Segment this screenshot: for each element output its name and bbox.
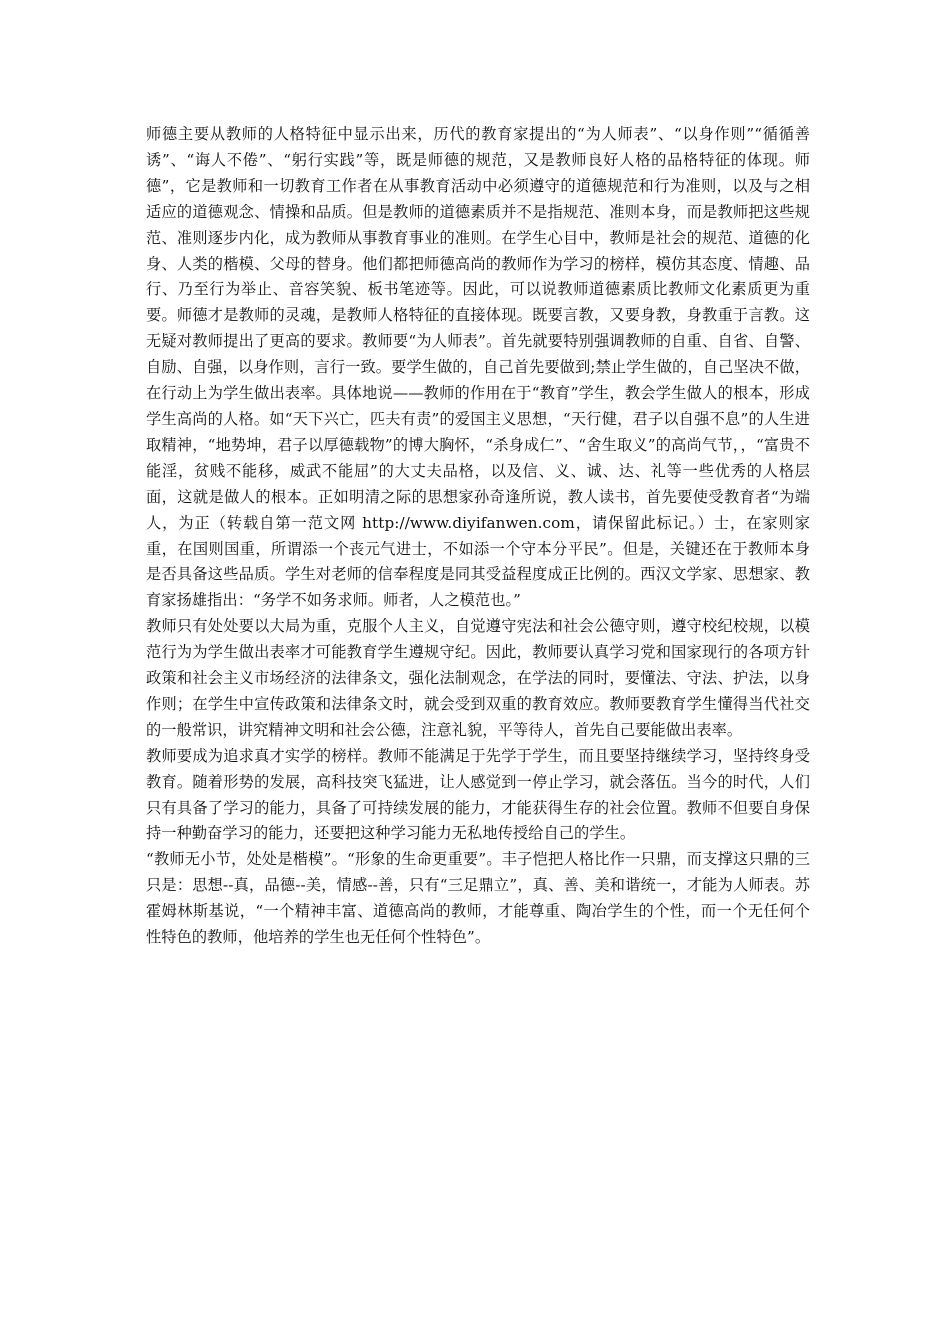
paragraph-teacher-ethics: 师德主要从教师的人格特征中显示出来，历代的教育家提出的“为人师表”、“以身作则”“循循善诱”、“诲人不倦”、“躬行实践”等，既是师德的规范，又是教师良好人格的品格特征的体现。师德”，它是教师和一切教育工作者在从事教育活动中必须遵守的道德规范和行为准则，以及与之相适应的道德观念、情操和品质。但是教师的道德素质并不是指规范、准则本身，而是教师把这些规范、准则逐步内化，成为教师从事教育事业的准则。在学生心目中，教师是社会的规范、道德的化身、人类的楷模、父母的替身。他们都把师德高尚的教师作为学习的榜样，模仿其态度、情趣、品行、乃至行为举止、音容笑貌、板书笔迹等。因此，可以说教师道德素质比教师文化素质更为重要。师德才是教师的灵魂，是教师人格特征的直接体现。既要言教，又要身教，身教重于言教。这无疑对教师提出了更高的要求。教师要“为人师表”。首先就要特别强调教师的自重、自省、自警、自励、自强，以身作则，言行一致。要学生做的，自己首先要做到;禁止学生做的，自己坚决不做，在行动上为学生做出表率。具体地说——教师的作用在于“教育”学生，教会学生做人的根本，形成学生高尚的人格。如“天下兴亡，匹夫有责”的爱国主义思想，“天行健，君子以自强不息”的人生进取精神，“地势坤，君子以厚德载物”的博大胸怀，“杀身成仁”、“舍生取义”的高尚气节，，“富贵不能淫，贫贱不能移，威武不能屈”的大丈夫品格，以及信、义、诚、达、礼等一些优秀的人格层面，这就是做人的根本。正如明清之际的思想家孙奇逢所说，教人读书，首先要使受教育者“为端人，为正（转载自第一范文网 http://www.diyifanwen.com，请保留此标记。）士，在家则家重，在国则国重，所谓添一个丧元气进士，不如添一个守本分平民”。但是，关键还在于教师本身是否具备这些品质。学生对老师的信奉程度是同其受益程度成正比例的。西汉文学家、思想家、教育家扬雄指出：“务学不如务求师。师者，人之模范也。” — [146, 125, 810, 610]
document-body — [146, 122, 810, 951]
paragraph-role-model: “教师无小节，处处是楷模”。“形象的生命更重要”。丰子恺把人格比作一只鼎，而支撑这只鼎的三只是：思想--真，品德--美，情感--善，只有“三足鼎立”，真、善、美和谐统一，才能为人师表。苏霍姆林斯基说，“一个精神丰富、道德高尚的教师，才能尊重、陶冶学生的个性，而一个无任何个性特色的教师，他培养的学生也无任何个性特色”。 — [146, 850, 810, 947]
paragraph-law-abiding: 教师只有处处要以大局为重，克服个人主义，自觉遵守宪法和社会公德守则，遵守校纪校规，以模范行为为学生做出表率才可能教育学生遵规守纪。因此，教师要认真学习党和国家现行的各项方针政策和社会主义市场经济的法律条文，强化法制观念，在学法的同时，要懂法、守法、护法，以身作则；在学生中宣传政策和法律条文时，就会受到双重的教育效应。教师要教育学生懂得当代社交的一般常识，讲究精神文明和社会公德，注意礼貌，平等待人，首先自己要能做出表率。 — [146, 617, 810, 739]
paragraph-lifelong-learning: 教师要成为追求真才实学的榜样。教师不能满足于先学于学生，而且要坚持继续学习，坚持终身受教育。随着形势的发展，高科技突飞猛进，让人感觉到一停止学习，就会落伍。当今的时代，人们只有具备了学习的能力，具备了可持续发展的能力，才能获得生存的社会位置。教师不但要自身保持一种勤奋学习的能力，还要把这种学习能力无私地传授给自己的学生。 — [146, 746, 810, 843]
